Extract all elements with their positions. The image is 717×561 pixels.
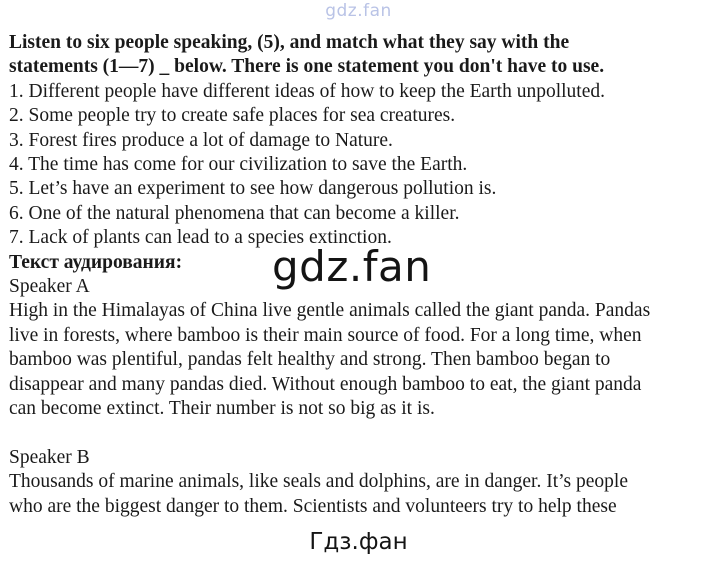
speaker-b-line-1: Thousands of marine animals, like seals and dolphins, are in danger. It’s people — [9, 471, 628, 493]
statement-6: 6. One of the natural phenomena that can become a killer. — [9, 202, 460, 224]
speaker-b-label: Speaker B — [9, 446, 90, 468]
transcript-heading: Текст аудирования: — [9, 251, 183, 273]
paragraph-gap — [9, 422, 709, 446]
speaker-a-label: Speaker A — [9, 276, 90, 298]
instruction-line-1: Listen to six people speaking, (5), and match what they say with the — [9, 32, 570, 53]
watermark-center: gdz.fan — [272, 242, 432, 291]
speaker-a-line-1: High in the Himalayas of China live gentle animals called the giant panda. Pandas — [9, 300, 651, 322]
watermark-bottom: Гдз.фан — [309, 529, 408, 555]
speaker-a-line-5: can become extinct. Their number is not so big as it is. — [9, 398, 435, 420]
statement-3: 3. Forest fires produce a lot of damage to Nature. — [9, 129, 393, 151]
speaker-a-line-3: bamboo was plentiful, pandas felt healthy and strong. Then bamboo began to — [9, 349, 611, 371]
statement-5: 5. Let’s have an experiment to see how dangerous pollution is. — [9, 178, 497, 200]
statement-1: 1. Different people have different ideas of how to keep the Earth unpolluted. — [9, 80, 605, 102]
statement-4: 4. The time has come for our civilization to save the Earth. — [9, 154, 468, 176]
statement-7: 7. Lack of plants can lead to a species extinction. — [9, 227, 392, 249]
instruction-line-2: statements (1—7) _ below. There is one statement you don't have to use. — [9, 56, 605, 78]
watermark-top: gdz.fan — [325, 1, 392, 21]
speaker-b-line-2: who are the biggest danger to them. Scientists and volunteers try to help these — [9, 495, 617, 517]
speaker-a-line-2: live in forests, where bamboo is their main source of food. For a long time, when — [9, 324, 642, 346]
statement-2: 2. Some people try to create safe places for sea creatures. — [9, 105, 456, 127]
speaker-a-line-4: disappear and many pandas died. Without enough bamboo to eat, the giant panda — [9, 373, 642, 395]
